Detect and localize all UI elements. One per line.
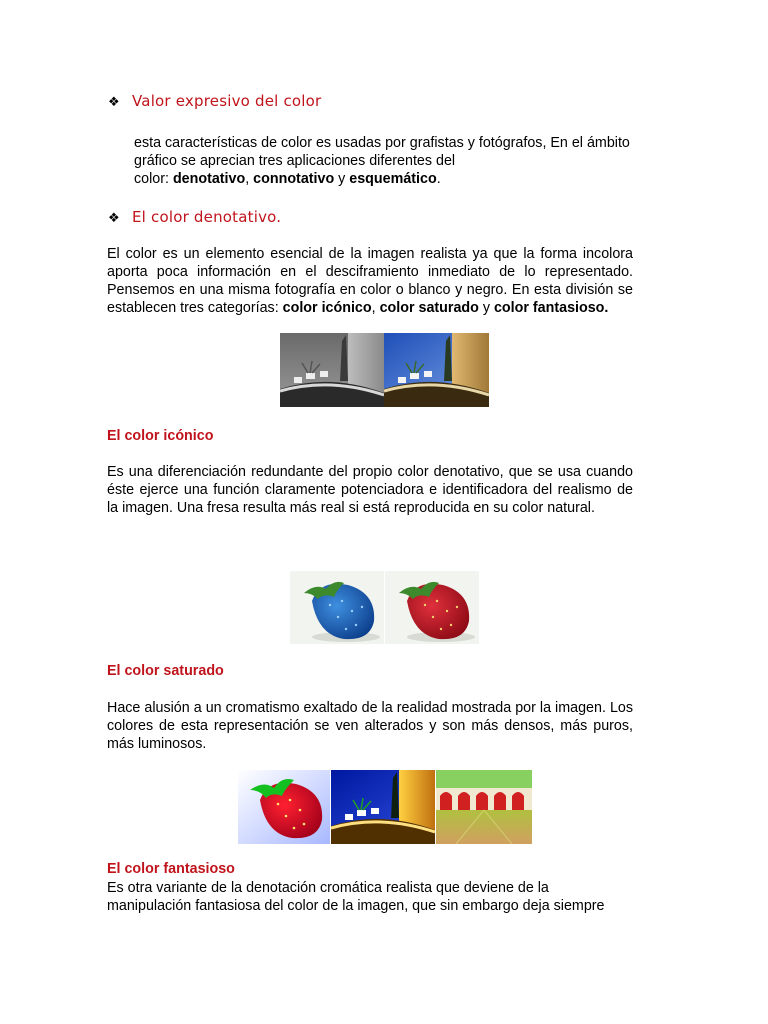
text-line: esta características de color es usadas por grafistas y fotógrafos, En el ámbito xyxy=(134,135,630,151)
building-color-photo xyxy=(384,333,489,407)
iconico-paragraph: Es una diferenciación redundante del propio color denotativo, que se usa cuando éste ejerce una función claramente potenciadora e identificadora del realismo de la imagen. Una fresa resulta más real si está reproducida en su color natural. xyxy=(107,464,633,516)
category-color-fantasioso: color fantasioso. xyxy=(493,300,609,316)
text-fragment: . xyxy=(436,171,441,187)
subheading-color-saturado: El color saturado xyxy=(107,663,224,679)
subheading-color-fantasioso: El color fantasioso xyxy=(107,861,235,877)
section1-paragraph xyxy=(134,134,694,188)
diamond-bullet-icon: ❖ xyxy=(108,95,120,110)
subheading-color-iconico: El color icónico xyxy=(107,428,214,444)
text-fragment: y xyxy=(478,300,494,316)
text-fragment: , xyxy=(245,171,254,187)
text-fragment: y xyxy=(334,171,350,187)
building-grayscale-photo xyxy=(280,333,384,407)
text-line: Es otra variante de la denotación cromática realista que deviene de la xyxy=(107,880,549,896)
section-heading-valor-expresivo xyxy=(108,92,321,110)
text-line xyxy=(134,170,694,188)
red-strawberry-photo xyxy=(385,571,479,644)
term-denotativo: denotativo xyxy=(172,171,246,187)
blue-strawberry-photo xyxy=(290,571,384,644)
saturated-building-photo xyxy=(331,770,435,844)
text-fragment: El color es un elemento esencial de la imagen realista ya que la forma incolora aporta poca información en el desciframiento inmediato de lo representado. Pensemos en una misma fotografía en color o blanco y negro. En esta división se establecen tres categorías: xyxy=(107,246,633,316)
term-esquematico: esquemático xyxy=(349,171,437,187)
text-fragment: color: xyxy=(134,171,173,187)
diamond-bullet-icon: ❖ xyxy=(108,211,120,226)
saturated-strawberry-photo xyxy=(238,770,330,844)
fantasioso-paragraph xyxy=(107,879,667,915)
text-fragment: , xyxy=(371,300,380,316)
text-line: manipulación fantasiosa del color de la imagen, que sin embargo deja siempre xyxy=(107,898,605,914)
term-connotativo: connotativo xyxy=(253,171,335,187)
saturado-paragraph: Hace alusión a un cromatismo exaltado de la realidad mostrada por la imagen. Los colores de esta representación se ven alterados y son más densos, más puros, más luminosos. xyxy=(107,700,633,752)
saturated-courtyard-photo xyxy=(436,770,532,844)
heading-text: Valor expresivo del color xyxy=(132,92,322,110)
text-line: gráfico se aprecian tres aplicaciones diferentes del xyxy=(134,153,456,169)
category-color-saturado: color saturado xyxy=(379,300,479,316)
category-color-iconico: color icónico xyxy=(282,300,372,316)
section2-paragraph xyxy=(107,245,633,317)
heading-text: El color denotativo. xyxy=(132,208,282,226)
section-heading-color-denotativo xyxy=(108,208,281,226)
